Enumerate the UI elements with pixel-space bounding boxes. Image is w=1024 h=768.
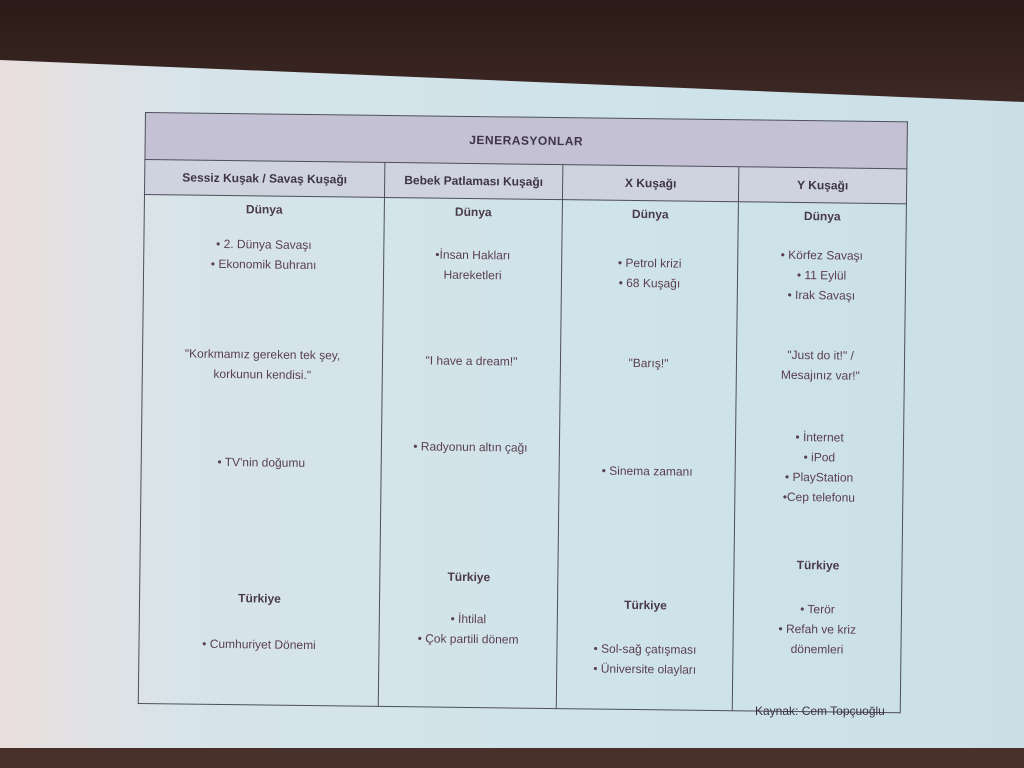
floor-edge <box>0 748 1024 768</box>
column-header: X Kuşağı <box>562 165 738 202</box>
world-events: • Körfez Savaşı • 11 Eylül • Irak Savaşı <box>780 247 864 303</box>
motto-quote: "Korkmamız gereken tek şey, korkunun kendisi." <box>184 346 341 383</box>
column-header: Bebek Patlaması Kuşağı <box>384 162 562 199</box>
media-era: • TV'nin doğumu <box>217 454 306 470</box>
turkey-events: • İhtilal • Çok partili dönem <box>417 611 519 647</box>
table-title: JENERASYONLAR <box>145 113 908 169</box>
source-note: Kaynak: Cem Topçuoğlu <box>755 704 885 718</box>
column-header: Y Kuşağı <box>738 167 906 204</box>
world-label: Dünya <box>631 206 669 222</box>
column-header: Sessiz Kuşak / Savaş Kuşağı <box>144 160 384 198</box>
turkey-label: Türkiye <box>796 557 840 573</box>
turkey-label: Türkiye <box>447 569 491 585</box>
world-events: • Petrol krizi • 68 Kuşağı <box>617 255 682 291</box>
generation-column <box>378 197 562 708</box>
turkey-events: • Terör • Refah ve kriz dönemleri <box>778 602 857 657</box>
generation-column <box>138 194 384 706</box>
media-era: • Radyonun altın çağı <box>413 439 528 455</box>
world-label: Dünya <box>454 204 492 220</box>
motto-quote: "Just do it!" / Mesajınız var!" <box>780 347 860 383</box>
motto-quote: "Barış!" <box>628 355 669 371</box>
slide <box>138 112 907 713</box>
world-label: Dünya <box>803 209 841 224</box>
turkey-events: • Cumhuriyet Dönemi <box>202 636 316 653</box>
generations-table <box>138 112 908 713</box>
media-era: • Sinema zamanı <box>601 463 693 479</box>
generation-column <box>556 200 738 711</box>
turkey-label: Türkiye <box>238 591 281 606</box>
turkey-label: Türkiye <box>624 597 667 613</box>
world-events: • 2. Dünya Savaşı • Ekonomik Buhranı <box>210 236 317 273</box>
media-era: • İnternet • iPod • PlayStation •Cep telefonu <box>782 429 856 505</box>
motto-quote: "I have a dream!" <box>425 353 518 369</box>
world-label: Dünya <box>245 202 283 217</box>
world-events: •İnsan Hakları Hareketleri <box>435 247 511 283</box>
generation-column <box>732 202 906 713</box>
turkey-events: • Sol-sağ çatışması • Üniversite olayları <box>593 641 697 677</box>
